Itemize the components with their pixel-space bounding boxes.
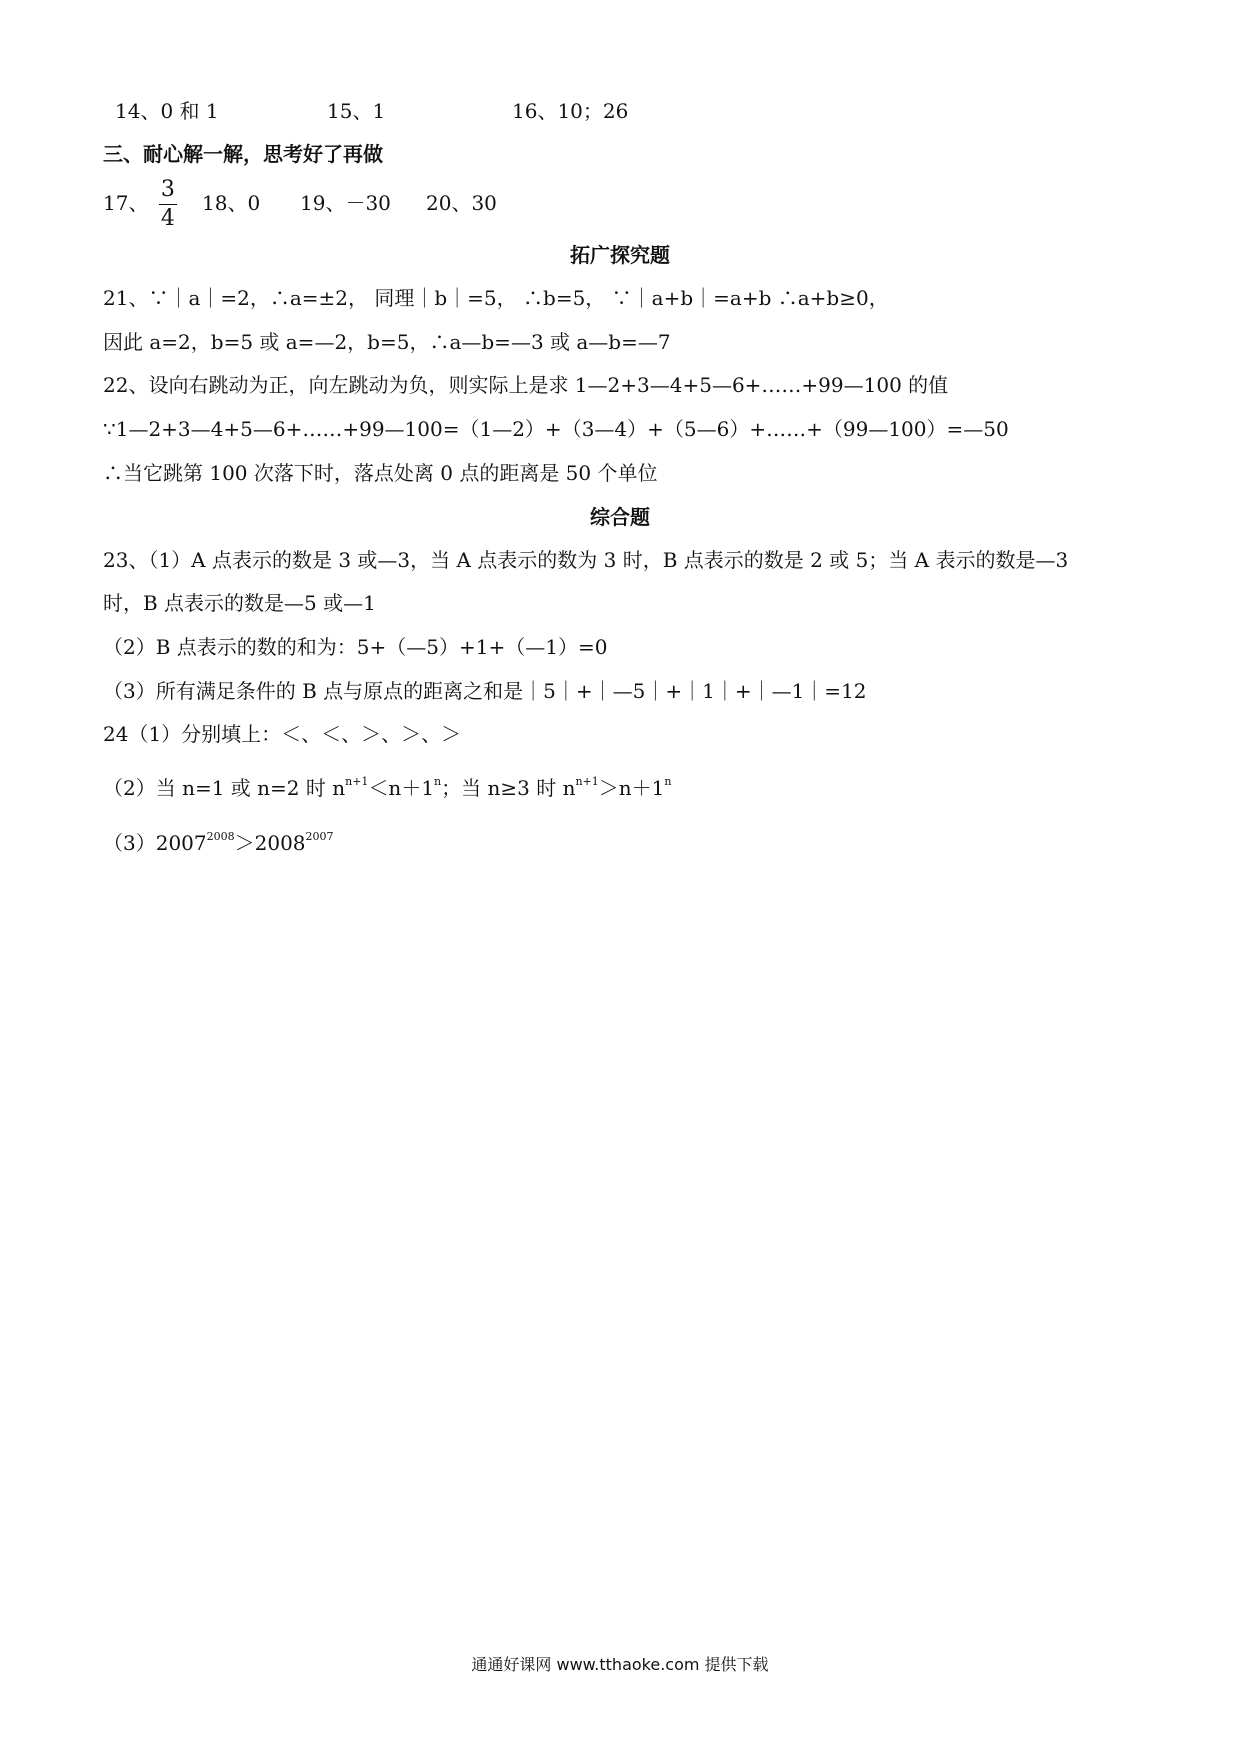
answer-22-line-2: ∵1—2+3—4+5—6+……+99—100=（1—2）+（3—4）+（5—6）+……+（99—100）=—50 [103,417,1009,441]
answer-24-3-text: ＞2008 [234,831,306,855]
answer-24-2-prefix: （2）当 n=1 或 n=2 时 n [103,776,346,800]
answer-21-line-2: 因此 a=2，b=5 或 a=—2，b=5，∴a—b=—3 或 a—b=—7 [103,330,671,354]
answer-19: 19、－30 [300,191,391,215]
answer-20: 20、30 [426,191,497,215]
section-comprehensive-heading: 综合题 [590,505,650,529]
section-3-heading: 三、耐心解一解，思考好了再做 [103,142,383,166]
answer-24-line-2 [103,774,671,802]
footer-credit: 通通好课网 www.tthaoke.com 提供下载 [471,1655,769,1674]
exponent: 2008 [206,830,235,843]
answer-23-line-3: （2）B 点表示的数的和为：5+（—5）+1+（—1）=0 [103,635,608,659]
answer-24-2-text: ；当 n≥3 时 n [441,776,576,800]
answer-17-fraction [159,178,177,231]
exponent: n+1 [345,775,369,788]
answer-17-label: 17、 [103,191,149,215]
exponent: n [664,775,672,788]
answer-24-2-text: ＜n＋1 [368,776,435,800]
answer-16: 16、10；26 [512,99,629,123]
fraction-numerator: 3 [159,178,177,205]
section-explore-heading: 拓广探究题 [570,243,670,267]
answer-23-line-4: （3）所有满足条件的 B 点与原点的距离之和是｜5｜+｜—5｜+｜1｜+｜—1｜=12 [103,679,867,703]
answer-22-line-1: 22、设向右跳动为正，向左跳动为负，则实际上是求 1—2+3—4+5—6+……+99—100 的值 [103,373,949,397]
answer-24-line-1: 24（1）分别填上：＜、＜、＞、＞、＞ [103,722,462,746]
fraction-denominator: 4 [160,206,175,231]
answer-24-3-prefix: （3）2007 [103,831,207,855]
answer-24-line-3 [103,829,334,857]
exponent: 2007 [305,830,334,843]
answer-22-line-3: ∴当它跳第 100 次落下时，落点处离 0 点的距离是 50 个单位 [103,461,658,485]
answer-line-14-16 [115,97,629,125]
exponent: n+1 [575,775,599,788]
answer-21-line-1: 21、∵｜a｜=2，∴a=±2， 同理｜b｜=5， ∴b=5， ∵｜a+b｜=a+b ∴a+b≥0， [103,286,889,310]
exponent: n [434,775,442,788]
answer-23-line-2: 时，B 点表示的数是—5 或—1 [103,591,376,615]
answer-24-2-text: ＞n＋1 [598,776,665,800]
answer-line-17-20 [103,177,497,231]
answer-18: 18、0 [202,191,261,215]
answer-23-line-1: 23、（1）A 点表示的数是 3 或—3，当 A 点表示的数为 3 时，B 点表示的数是 2 或 5；当 A 表示的数是—3 [103,548,1069,572]
answer-15: 15、1 [327,99,386,123]
answer-14: 14、0 和 1 [115,99,219,123]
